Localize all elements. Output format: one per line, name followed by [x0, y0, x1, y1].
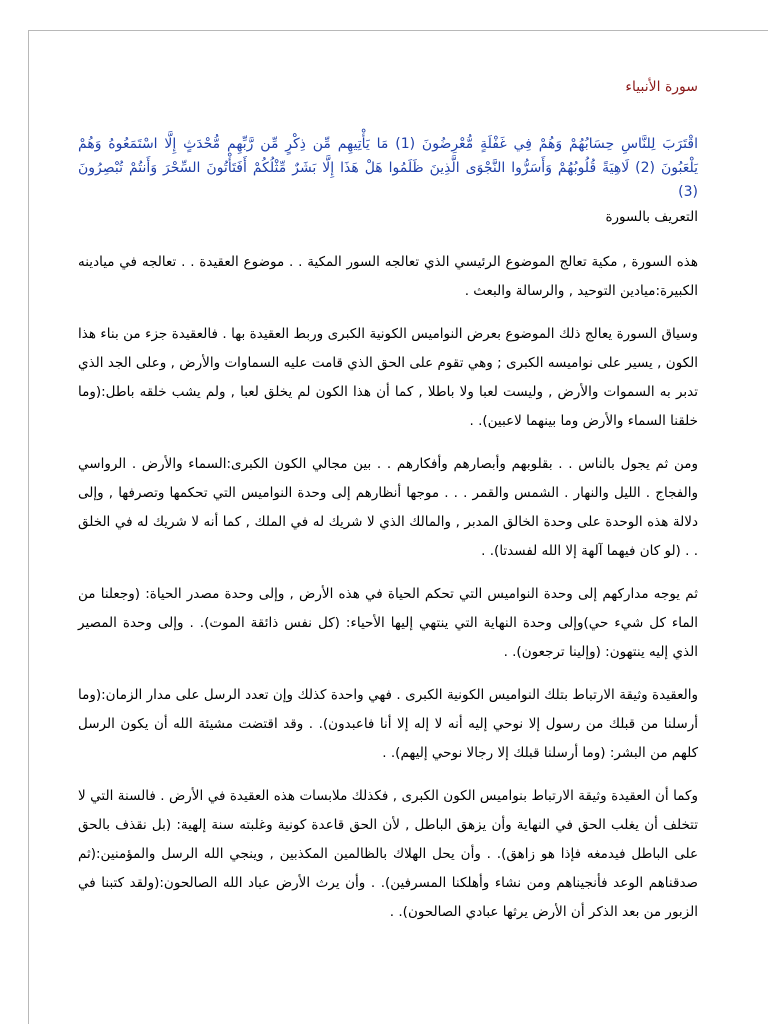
paragraph: وسياق السورة يعالج ذلك الموضوع بعرض النواميس الكونية الكبرى وربط العقيدة بها . فالعقيدة جزء من بناء هذا الكون , يسير على نواميسه الكبرى ; وهي تقوم على الحق الذي قامت عليه السماوات والأرض , وعلى الجد الذي تدبر به السموات والأرض , وليست لعبا ولا باطلا , كما أن هذا الكون لم يخلق لعبا , ولم يشب خلقه باطل:(وما خلقنا السماء والأرض وما بينهما لاعبين). . — [78, 325, 698, 429]
section-heading: التعريف بالسورة — [605, 208, 698, 225]
document-title: سورة الأنبياء — [625, 79, 698, 95]
quran-verses: اقْتَرَبَ لِلنَّاسِ حِسَابُهُمْ وَهُمْ فِي غَفْلَةٍ مُّعْرِضُونَ (1) مَا يَأْتِيهِم مِّن ذِكْرٍ مِّن رَّبِّهِم مُّحْدَثٍ إِلَّا اسْتَمَعُوهُ وَهُمْ يَلْعَبُونَ (2) لَاهِيَةً قُلُوبُهُمْ وَأَسَرُّوا النَّجْوَى الَّذِينَ ظَلَمُوا هَلْ هَذَا إِلَّا بَشَرٌ مِّثْلُكُمْ أَفَتَأْتُونَ السِّحْرَ وَأَنتُمْ تُبْصِرُونَ (3) — [78, 135, 698, 200]
paragraph: وكما أن العقيدة وثيقة الارتباط بنواميس الكون الكبرى , فكذلك ملابسات هذه العقيدة في الأرض . فالسنة التي لا تتخلف أن يغلب الحق في النهاية وأن يزهق الباطل , لأن الحق قاعدة كونية وغلبته سنة إلهية: (بل نقذف بالحق على الباطل فيدمغه فإذا هو زاهق). . وأن يحل الهلاك بالظالمين المكذبين , وينجي الله الرسل والمؤمنين:(ثم صدقناهم الوعد فأنجيناهم ومن نشاء وأهلكنا المسرفين). . وأن يرث الأرض عباد الله الصالحون:(ولقد كتبنا في الزبور من بعد الذكر أن الأرض يرثها عبادي الصالحون). . — [78, 787, 698, 920]
document-body — [78, 60, 698, 927]
paragraph: هذه السورة , مكية تعالج الموضوع الرئيسي الذي تعالجه السور المكية . . موضوع العقيدة . . تعالجه في ميادينه الكبيرة:ميادين التوحيد , والرسالة والبعث . — [78, 253, 698, 299]
paragraph: والعقيدة وثيقة الارتباط بتلك النواميس الكونية الكبرى . فهي واحدة كذلك وإن تعدد الرسل على مدار الزمان:(وما أرسلنا من قبلك من رسول إلا نوحي إليه أنه لا إله إلا أنا فاعبدون). . وقد اقتضت مشيئة الله أن يكون الرسل كلهم من البشر: (وما أرسلنا قبلك إلا رجالا نوحي إليهم). . — [78, 686, 698, 761]
paragraph: ثم يوجه مداركهم إلى وحدة النواميس التي تحكم الحياة في هذه الأرض , وإلى وحدة مصدر الحياة: (وجعلنا من الماء كل شيء حي)وإلى وحدة النهاية التي ينتهي إليها الأحياء: (كل نفس ذائقة الموت). . وإلى وحدة المصير الذي إليه ينتهون: (وإلينا ترجعون). . — [78, 585, 698, 660]
paragraph: ومن ثم يجول بالناس . . بقلوبهم وأبصارهم وأفكارهم . . بين مجالي الكون الكبرى:السماء والأرض . الرواسي والفجاج . الليل والنهار . الشمس والقمر . . . موجها أنظارهم إلى وحدة النواميس التي تحكمها وتصرفها , وإلى دلالة هذه الوحدة على وحدة الخالق المدبر , والمالك الذي لا شريك له في الملك , كما أنه لا شريك له في الخلق . . (لو كان فيهما آلهة إلا الله لفسدتا). . — [78, 455, 698, 559]
